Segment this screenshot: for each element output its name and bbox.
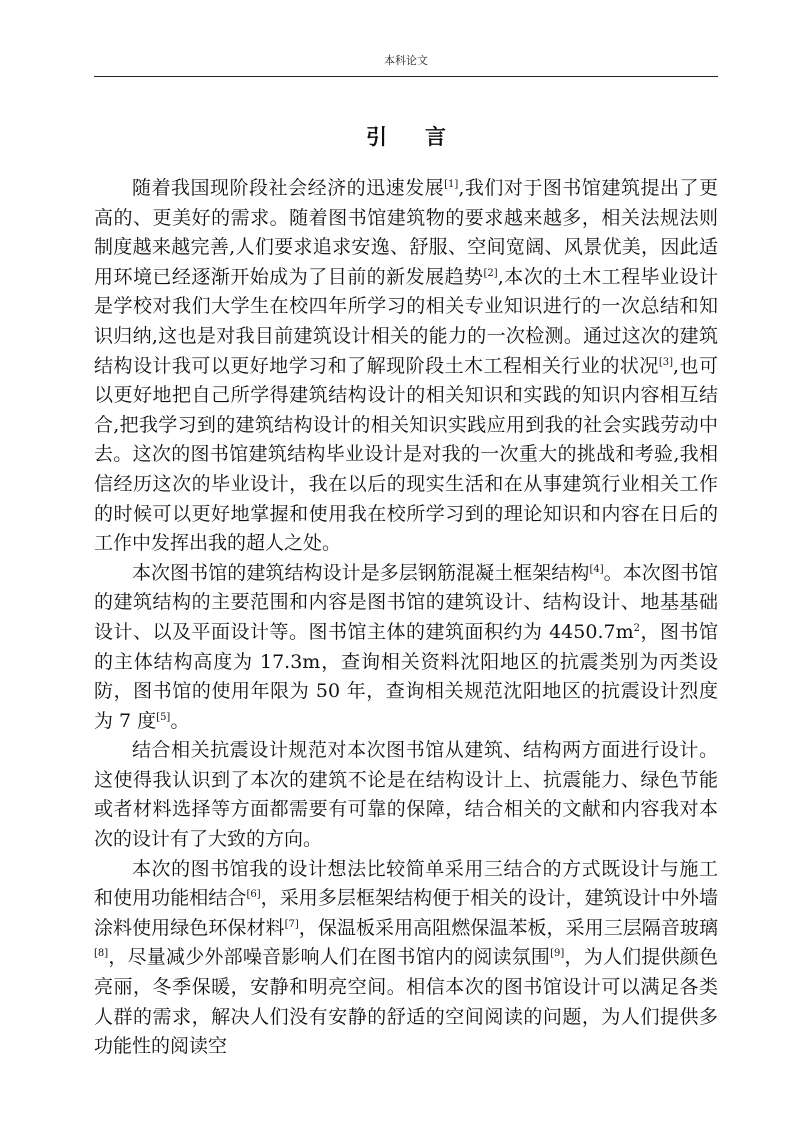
text-segment: ，图书馆的主体结构高度为 17.3m，查询相关资料沈阳地区的抗震类别为丙类设防，图书馆的使用年限为 50 年，查询相关规范沈阳地区的抗震设计烈度为 7 度	[94, 620, 718, 732]
citation-marker: [8]	[94, 948, 109, 960]
text-segment: ,本次的土木工程毕业设计是学校对我们大学生在校四年所学习的相关专业知识进行的一次总结和知识归纳,这也是对我目前建筑设计相关的能力的一次检测。通过这次的建筑结构设计我可以更好地学习和了解现阶段土木工程相关行业的状况	[94, 265, 718, 377]
citation-marker: 2	[633, 622, 640, 634]
citation-marker: [2]	[483, 267, 498, 279]
text-segment: 结合相关抗震设计规范对本次图书馆从建筑、结构两方面进行设计。这使得我认识到了本次的建筑不论是在结构设计上、抗震能力、绿色节能或者材料选择等方面都需要有可靠的保障，结合相关的文献和内容我对本次的设计有了大致的方向。	[94, 739, 718, 851]
text-segment: ，为人们提供颜色亮丽，冬季保暖，安静和明亮空间。相信本次的图书馆设计可以满足各类人群的需求，解决人们没有安静的舒适的空间阅读的问题，为人们提供多功能性的阅读空	[94, 946, 718, 1058]
paragraph-3	[94, 736, 718, 854]
header-rule	[94, 76, 718, 77]
text-segment: 本次图书馆的建筑结构设计是多层钢筋混凝土框架结构	[132, 561, 590, 584]
text-segment: ,也可以更好地把自己所学得建筑结构设计的相关知识和实践的知识内容相互结合,把我学习到的建筑结构设计的相关知识实践应用到我的社会实践劳动中去。这次的图书馆建筑结构毕业设计是对我的一次重大的挑战和考验,我相信经历这次的毕业设计，我在以后的现实生活和在从事建筑行业相关工作的时候可以更好地掌握和使用我在校所学习到的理论知识和内容在日后的工作中发挥出我的超人之处。	[94, 354, 718, 555]
running-header: 本科论文	[384, 54, 428, 67]
paragraph-4	[94, 855, 718, 1062]
text-segment: ，保温板采用高阻燃保温苯板，采用三层隔音玻璃	[298, 916, 718, 939]
citation-marker: [3]	[658, 356, 673, 368]
citation-marker: [1]	[444, 179, 459, 190]
text-segment: 本次的图书馆我的设计想法比较简单采用三结合的方式既设计与施工和使用功能相结合	[94, 857, 718, 910]
text-segment: 。本次图书馆的建筑结构的主要范围和内容是图书馆的建筑设计、结构设计、地基基础设计、以及平面设计等。图书馆主体的建筑面积约为 4450.7m	[94, 561, 718, 643]
text-segment: ,我们对于图书馆建筑提出了更高的、更美好的需求。随着图书馆建筑物的要求越来越多，相关法规法则制度越来越完善,人们要求追求安逸、舒服、空间宽阔、风景优美，因此适用环境已经逐渐开始成为了目前的新发展趋势	[94, 177, 718, 288]
section-title: 引言	[366, 124, 484, 149]
body-text	[94, 174, 718, 1062]
citation-marker: [9]	[550, 948, 565, 960]
citation-marker: [4]	[589, 563, 604, 575]
citation-marker: [5]	[156, 711, 171, 723]
text-segment: 随着我国现阶段社会经济的迅速发展	[132, 177, 445, 199]
text-segment: 。	[170, 709, 190, 732]
paragraph-2	[94, 559, 718, 737]
paragraph-1	[94, 174, 718, 559]
citation-marker: [6]	[246, 889, 261, 901]
citation-marker: [7]	[284, 918, 299, 930]
text-segment: ，采用多层框架结构便于相关的设计，建筑设计中外墙涂料使用绿色环保材料	[94, 887, 718, 939]
text-segment: ，尽量减少外部噪音影响人们在图书馆内的阅读氛围	[108, 946, 551, 969]
